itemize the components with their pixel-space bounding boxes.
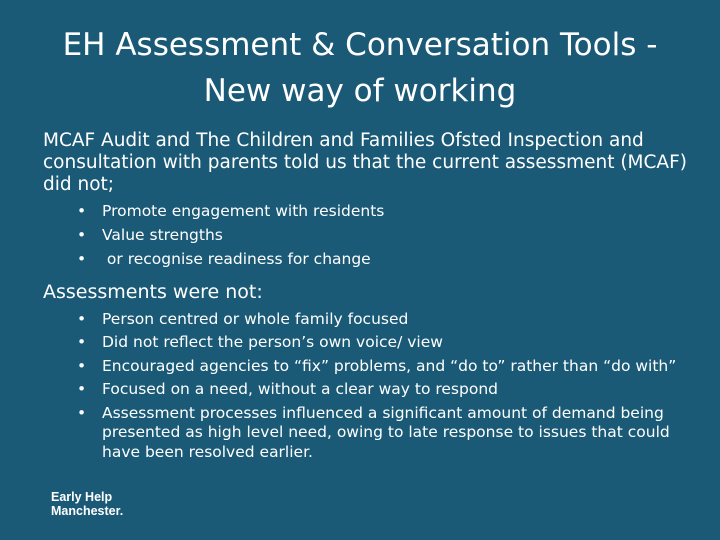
list-item <box>43 404 703 463</box>
assessments-were-not-list <box>43 310 703 463</box>
list-item-text: Person centred or whole family focused <box>102 309 409 328</box>
list-item-text: Focused on a need, without a clear way to respond <box>102 380 498 398</box>
list-item-text: Did not reflect the person’s own voice/ view <box>102 333 443 351</box>
early-help-manchester-logo <box>51 490 123 518</box>
bullet-icon: • <box>77 333 87 351</box>
list-item <box>43 333 703 353</box>
bullet-icon: • <box>77 250 87 268</box>
list-item-text: Promote engagement with residents <box>102 202 385 220</box>
logo-line-1: Early Help <box>51 490 113 504</box>
slide-title-line-1: EH Assessment & Conversation Tools - <box>62 27 658 63</box>
list-item <box>43 357 703 377</box>
list-item <box>43 250 703 270</box>
did-not-list <box>43 202 703 270</box>
list-item <box>43 226 703 246</box>
slide-content <box>43 130 703 466</box>
section-heading: Assessments were not: <box>43 280 263 303</box>
bullet-icon: • <box>77 309 87 328</box>
list-item <box>43 310 703 330</box>
list-item-text: or recognise readiness for change <box>102 250 371 268</box>
list-item-text: Value strengths <box>102 226 223 244</box>
intro-paragraph: MCAF Audit and The Children and Families Ofsted Inspection and consultation with parents told us that the current assessment (MCAF) did not; <box>43 130 687 195</box>
slide-title <box>20 22 700 114</box>
list-item-text: Assessment processes influenced a significant amount of demand being presented as high level need, owing to late response to issues that could have been resolved earlier. <box>102 403 670 461</box>
list-item <box>43 202 703 222</box>
logo-line-2: Manchester. <box>51 504 124 518</box>
bullet-icon: • <box>77 356 87 375</box>
bullet-icon: • <box>77 380 87 398</box>
list-item-text: Encouraged agencies to “fix” problems, and “do to” rather than “do with” <box>102 356 677 375</box>
bullet-icon: • <box>77 202 87 220</box>
slide-title-line-2: New way of working <box>203 73 517 109</box>
bullet-icon: • <box>77 226 87 244</box>
list-item <box>43 380 703 400</box>
bullet-icon: • <box>77 403 87 422</box>
